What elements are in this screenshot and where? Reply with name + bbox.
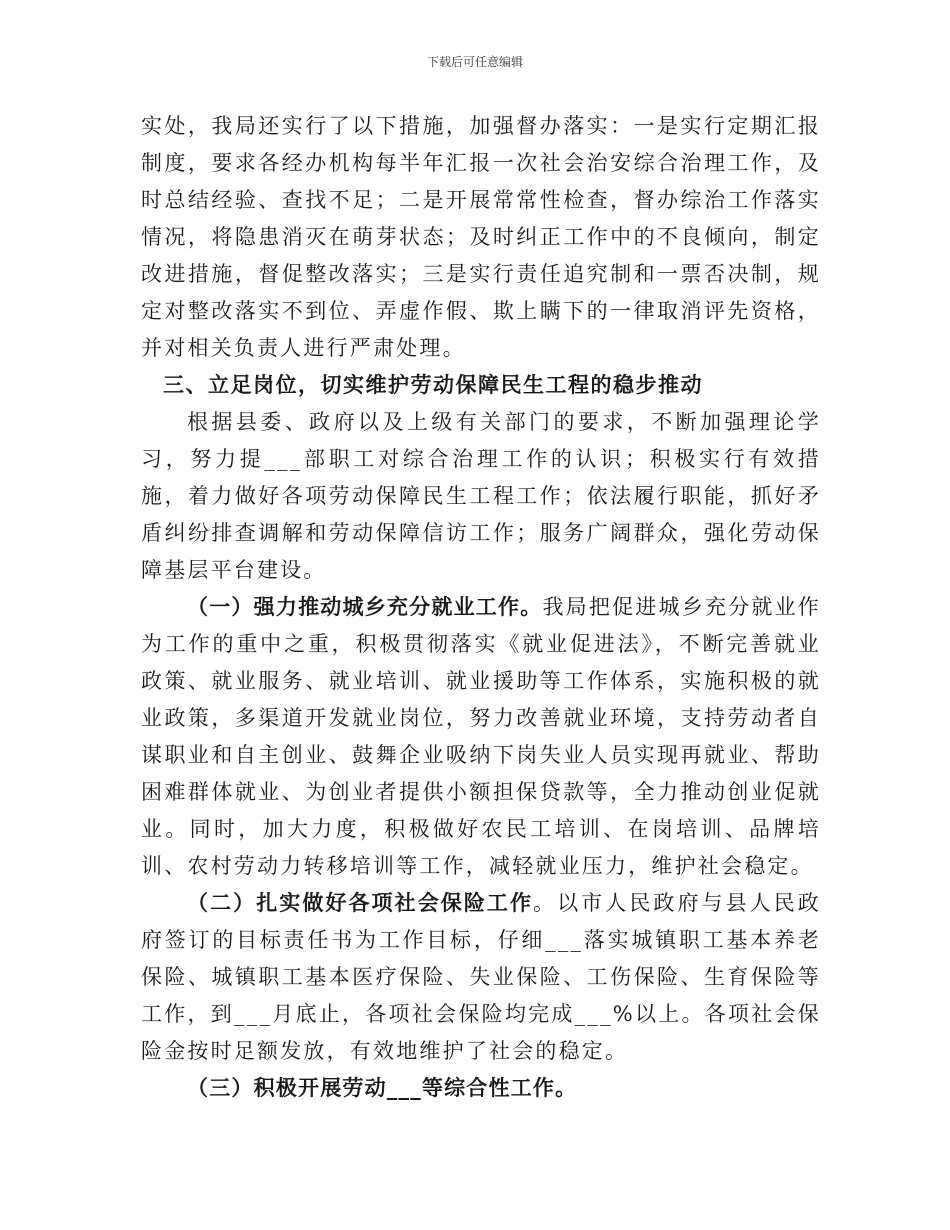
employment-body-text: 我局把促进城乡充分就业作为工作的重中之重，积极贯彻落实《就业促进法》，不断完善就业政策、就业服务、就业培训、就业援助等工作体系，实施积极的就业政策，多渠道开发就业岗位，努力改善就业环境，支持劳动者自谋职业和自主创业、鼓舞企业吸纳下岗失业人员实现再就业、帮助困难群体就业、为创业者提供小额担保贷款等，全力推动创业促就业。同时，加大力度，积极做好农民工培训、在岗培训、品牌培训、农村劳动力转移培训等工作，减轻就业压力，维护社会稳定。 — [141, 595, 821, 878]
subheading-labor-work: （三）积极开展劳动___等综合性工作。 — [187, 1076, 578, 1100]
subheading-social-insurance: （二）扎实做好各项社会保险工作 — [187, 891, 534, 915]
paragraph-employment — [141, 589, 821, 885]
subheading-employment: （一）强力推动城乡充分就业工作。 — [187, 595, 543, 619]
page-header-note: 下载后可任意编辑 — [426, 55, 523, 69]
document-body — [141, 108, 821, 1107]
section-heading-three: 三、立足岗位，切实维护劳动保障民生工程的稳步推动 — [163, 373, 703, 397]
social-insurance-body-text: 。以市人民政府与县人民政府签订的目标责任书为工作目标，仔细___落实城镇职工基本养老保险、城镇职工基本医疗保险、失业保险、工伤保险、生育保险等工作，到___月底止，各项社会保险均完成___%以上。各项社会保险金按时足额发放，有效地维护了社会的稳定。 — [141, 891, 822, 1063]
paragraph-social-insurance — [141, 885, 821, 1070]
paragraph-section-intro: 根据县委、政府以及上级有关部门的要求，不断加强理论学习，努力提___部职工对综合治理工作的认识；积极实行有效措施，着力做好各项劳动保障民生工程工作；依法履行职能，抓好矛盾纠纷排查调解和劳动保障信访工作；服务广阔群众，强化劳动保障基层平台建设。 — [141, 410, 821, 582]
paragraph-supervision-measures: 实处，我局还实行了以下措施，加强督办落实：一是实行定期汇报制度，要求各经办机构每半年汇报一次社会治安综合治理工作，及时总结经验、查找不足；二是开展常常性检查，督办综治工作落实情况，将隐患消灭在萌芽状态；及时纠正工作中的不良倾向，制定改进措施，督促整改落实；三是实行责任追究制和一票否决制，规定对整改落实不到位、弄虚作假、欺上瞒下的一律取消评先资格，并对相关负责人进行严肃处理。 — [141, 114, 821, 360]
